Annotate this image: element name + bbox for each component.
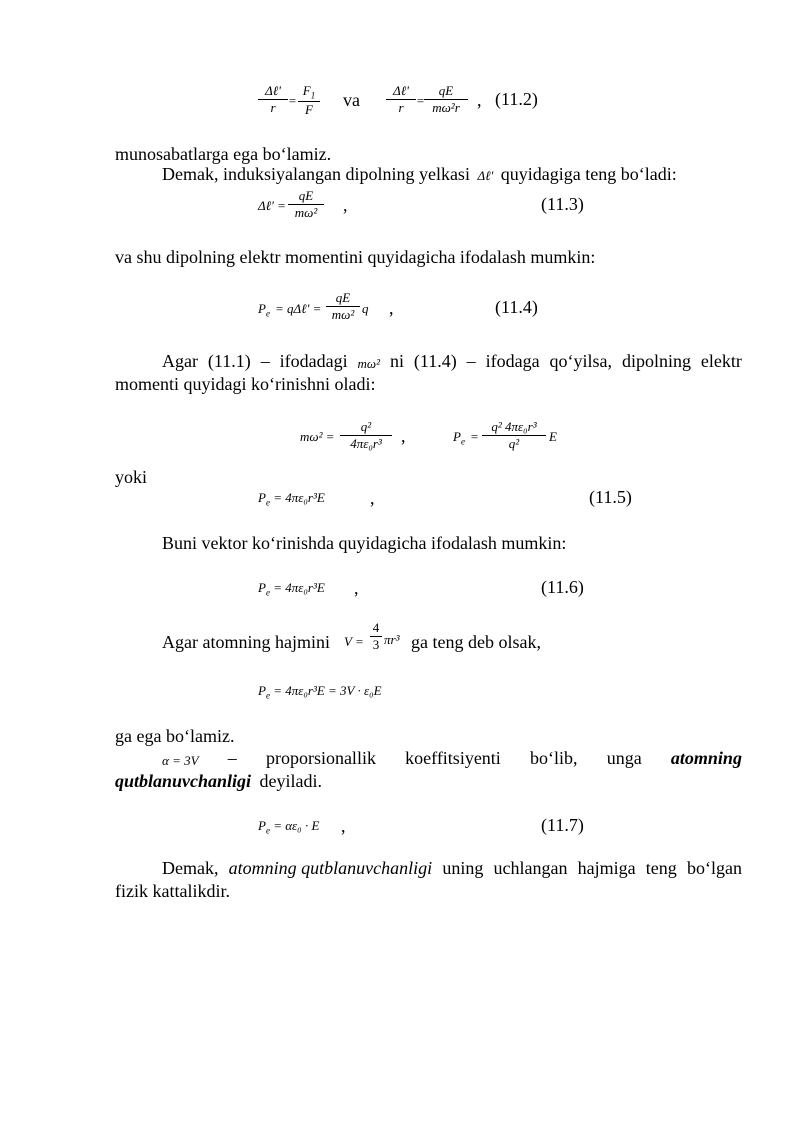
- word: proporsionallik: [265, 748, 376, 768]
- numerator: q² 4πε₀r³: [491, 419, 537, 434]
- comma: ,: [341, 816, 346, 836]
- word: qo‘yilsa,: [549, 351, 613, 371]
- equation-lhs: [453, 429, 465, 447]
- fraction-four-thirds: [370, 620, 382, 653]
- word: Agar: [162, 351, 198, 371]
- subscript: e: [265, 308, 270, 319]
- equation-tail: E: [549, 429, 557, 444]
- denominator: mω²: [294, 205, 318, 220]
- text-fragment: Demak, induksiyalangan dipolning yelkasi: [162, 164, 470, 184]
- word: uchlangan: [493, 858, 568, 878]
- word: ifodadagi: [279, 351, 348, 371]
- word: –: [227, 748, 237, 768]
- comma: ,: [370, 488, 375, 508]
- subscript: e: [265, 690, 270, 701]
- eq-pair-a-fraction: [340, 419, 392, 452]
- equation-lhs: [258, 301, 270, 319]
- eq-11-2-left-rhs-fraction: [298, 83, 320, 118]
- text-fragment: ga teng deb olsak,: [411, 632, 541, 652]
- equation-rhs: = 4πε₀r³E: [273, 490, 325, 505]
- word: bo‘lgan: [686, 858, 742, 878]
- numerator: Δℓ': [393, 83, 409, 98]
- equation-number: (11.7): [541, 815, 584, 835]
- numerator: 4: [372, 620, 380, 635]
- word: koeffitsiyenti: [405, 748, 501, 768]
- denominator: mω²r: [432, 100, 460, 115]
- word: dipolning: [621, 351, 691, 371]
- bold-term: qutblanuvchanligi: [115, 771, 252, 791]
- subscript: e: [265, 587, 270, 598]
- eq-11-2-left-fraction: [258, 83, 288, 116]
- paragraph-text: Buni vektor ko‘rinishda quyidagicha ifodalash mumkin:: [162, 533, 567, 553]
- denominator: r: [398, 100, 404, 115]
- equation-number: (11.3): [541, 194, 584, 214]
- denominator: 3: [372, 637, 380, 652]
- italic-term: atomning qutblanuvchanligi: [228, 858, 433, 878]
- word: Demak,: [162, 858, 219, 878]
- equation-polarization-volume: [258, 683, 382, 701]
- denominator: q²: [508, 436, 520, 451]
- word: bo‘lib,: [530, 748, 578, 768]
- delta-l-symbol: Δℓ': [477, 168, 494, 183]
- force-symbol: F: [302, 83, 311, 98]
- equals-sign: =: [288, 93, 297, 108]
- word: (11.1): [207, 351, 251, 371]
- word: hajmiga: [577, 858, 636, 878]
- equation-middle: = qΔℓ' =: [275, 301, 322, 316]
- word: unga: [606, 748, 642, 768]
- pi-r-cubed: πr³: [384, 632, 400, 647]
- paragraph-text: ga ega bo‘lamiz.: [115, 726, 235, 746]
- subscript: e: [460, 436, 465, 447]
- equation-rhs: = αε₀ · E: [273, 818, 320, 833]
- eq-11-4-fraction: [326, 290, 360, 323]
- numerator: qE: [298, 188, 314, 203]
- word-yoki: yoki: [115, 467, 148, 487]
- word: uning: [442, 858, 484, 878]
- eq-11-2-right-rhs-fraction: [424, 83, 468, 116]
- equation-lhs: Δℓ' =: [258, 198, 286, 213]
- comma: ,: [354, 578, 359, 598]
- numerator: qE: [335, 290, 351, 305]
- word: –: [260, 351, 270, 371]
- paragraph-text: fizik kattalikdir.: [115, 881, 230, 901]
- subscript: e: [265, 825, 270, 836]
- paragraph-dipole-arm: [162, 163, 677, 187]
- subscript: 1: [310, 90, 316, 101]
- polarization-symbol: P: [258, 580, 266, 595]
- numerator: q²: [360, 419, 372, 434]
- paragraph-conclusion-line1: [162, 857, 742, 879]
- polarization-symbol: P: [258, 683, 266, 698]
- denominator: 4πε₀r³: [350, 436, 382, 451]
- subscript: e: [265, 497, 270, 508]
- word: –: [466, 351, 476, 371]
- numerator: [298, 83, 320, 101]
- equals-sign: =: [470, 429, 479, 444]
- equation-rhs: = 4πε₀r³E = 3V · ε₀E: [273, 683, 382, 698]
- numerator: Δℓ': [265, 83, 281, 98]
- text-fragment: Agar atomning hajmini: [162, 632, 330, 652]
- comma: ,: [343, 195, 348, 215]
- paragraph-text: va shu dipolning elektr momentini quyidagicha ifodalash mumkin:: [115, 247, 596, 267]
- word: elektr: [700, 351, 742, 371]
- comma: ,: [401, 426, 406, 446]
- equals-sign: =: [416, 93, 425, 108]
- text-fragment: deyiladi.: [259, 771, 323, 791]
- eq-11-3-fraction: [288, 188, 324, 221]
- bold-term: atomning: [670, 748, 742, 768]
- equation-number: (11.4): [495, 297, 538, 317]
- equation-number: (11.6): [541, 577, 584, 597]
- polarization-symbol: P: [453, 429, 461, 444]
- word: ni: [389, 351, 404, 371]
- denominator: F: [305, 101, 313, 117]
- paragraph-substitution-line1: [162, 350, 742, 375]
- polarization-symbol: P: [258, 818, 266, 833]
- comma: ,: [389, 298, 394, 318]
- denominator: r: [270, 100, 276, 115]
- polarization-symbol: P: [258, 490, 266, 505]
- word: teng: [645, 858, 677, 878]
- comma: ,: [477, 90, 482, 110]
- equation-11-5: [258, 490, 325, 508]
- paragraph-text: momenti quyidagi ko‘rinishni oladi:: [115, 374, 376, 394]
- volume-symbol: V =: [344, 634, 364, 649]
- word: (11.4): [413, 351, 457, 371]
- denominator: mω²: [331, 307, 355, 322]
- text-fragment: quyidagiga teng bo‘ladi:: [500, 164, 677, 184]
- conjunction-va: va: [343, 90, 360, 110]
- equation-lhs: mω² =: [300, 429, 335, 444]
- word: ifodaga: [485, 351, 540, 371]
- polarization-symbol: P: [258, 301, 266, 316]
- paragraph-polarizability-line2: [115, 770, 322, 792]
- eq-pair-b-fraction: [482, 419, 546, 452]
- equation-11-7: [258, 818, 319, 836]
- equation-number: (11.2): [495, 89, 538, 109]
- eq-11-2-right-fraction: [386, 83, 416, 116]
- equation-11-6: [258, 580, 325, 598]
- paragraph-polarizability-line1: [162, 747, 742, 772]
- equation-rhs: = 4πε₀r³E: [273, 580, 325, 595]
- inline-math: mω²: [357, 356, 381, 371]
- equation-number: (11.5): [589, 487, 632, 507]
- paragraph-text: munosabatlarga ega bo‘lamiz.: [115, 144, 332, 164]
- inline-math-alpha: α = 3V: [162, 753, 199, 768]
- equation-tail: q: [362, 301, 369, 316]
- numerator: qE: [438, 83, 454, 98]
